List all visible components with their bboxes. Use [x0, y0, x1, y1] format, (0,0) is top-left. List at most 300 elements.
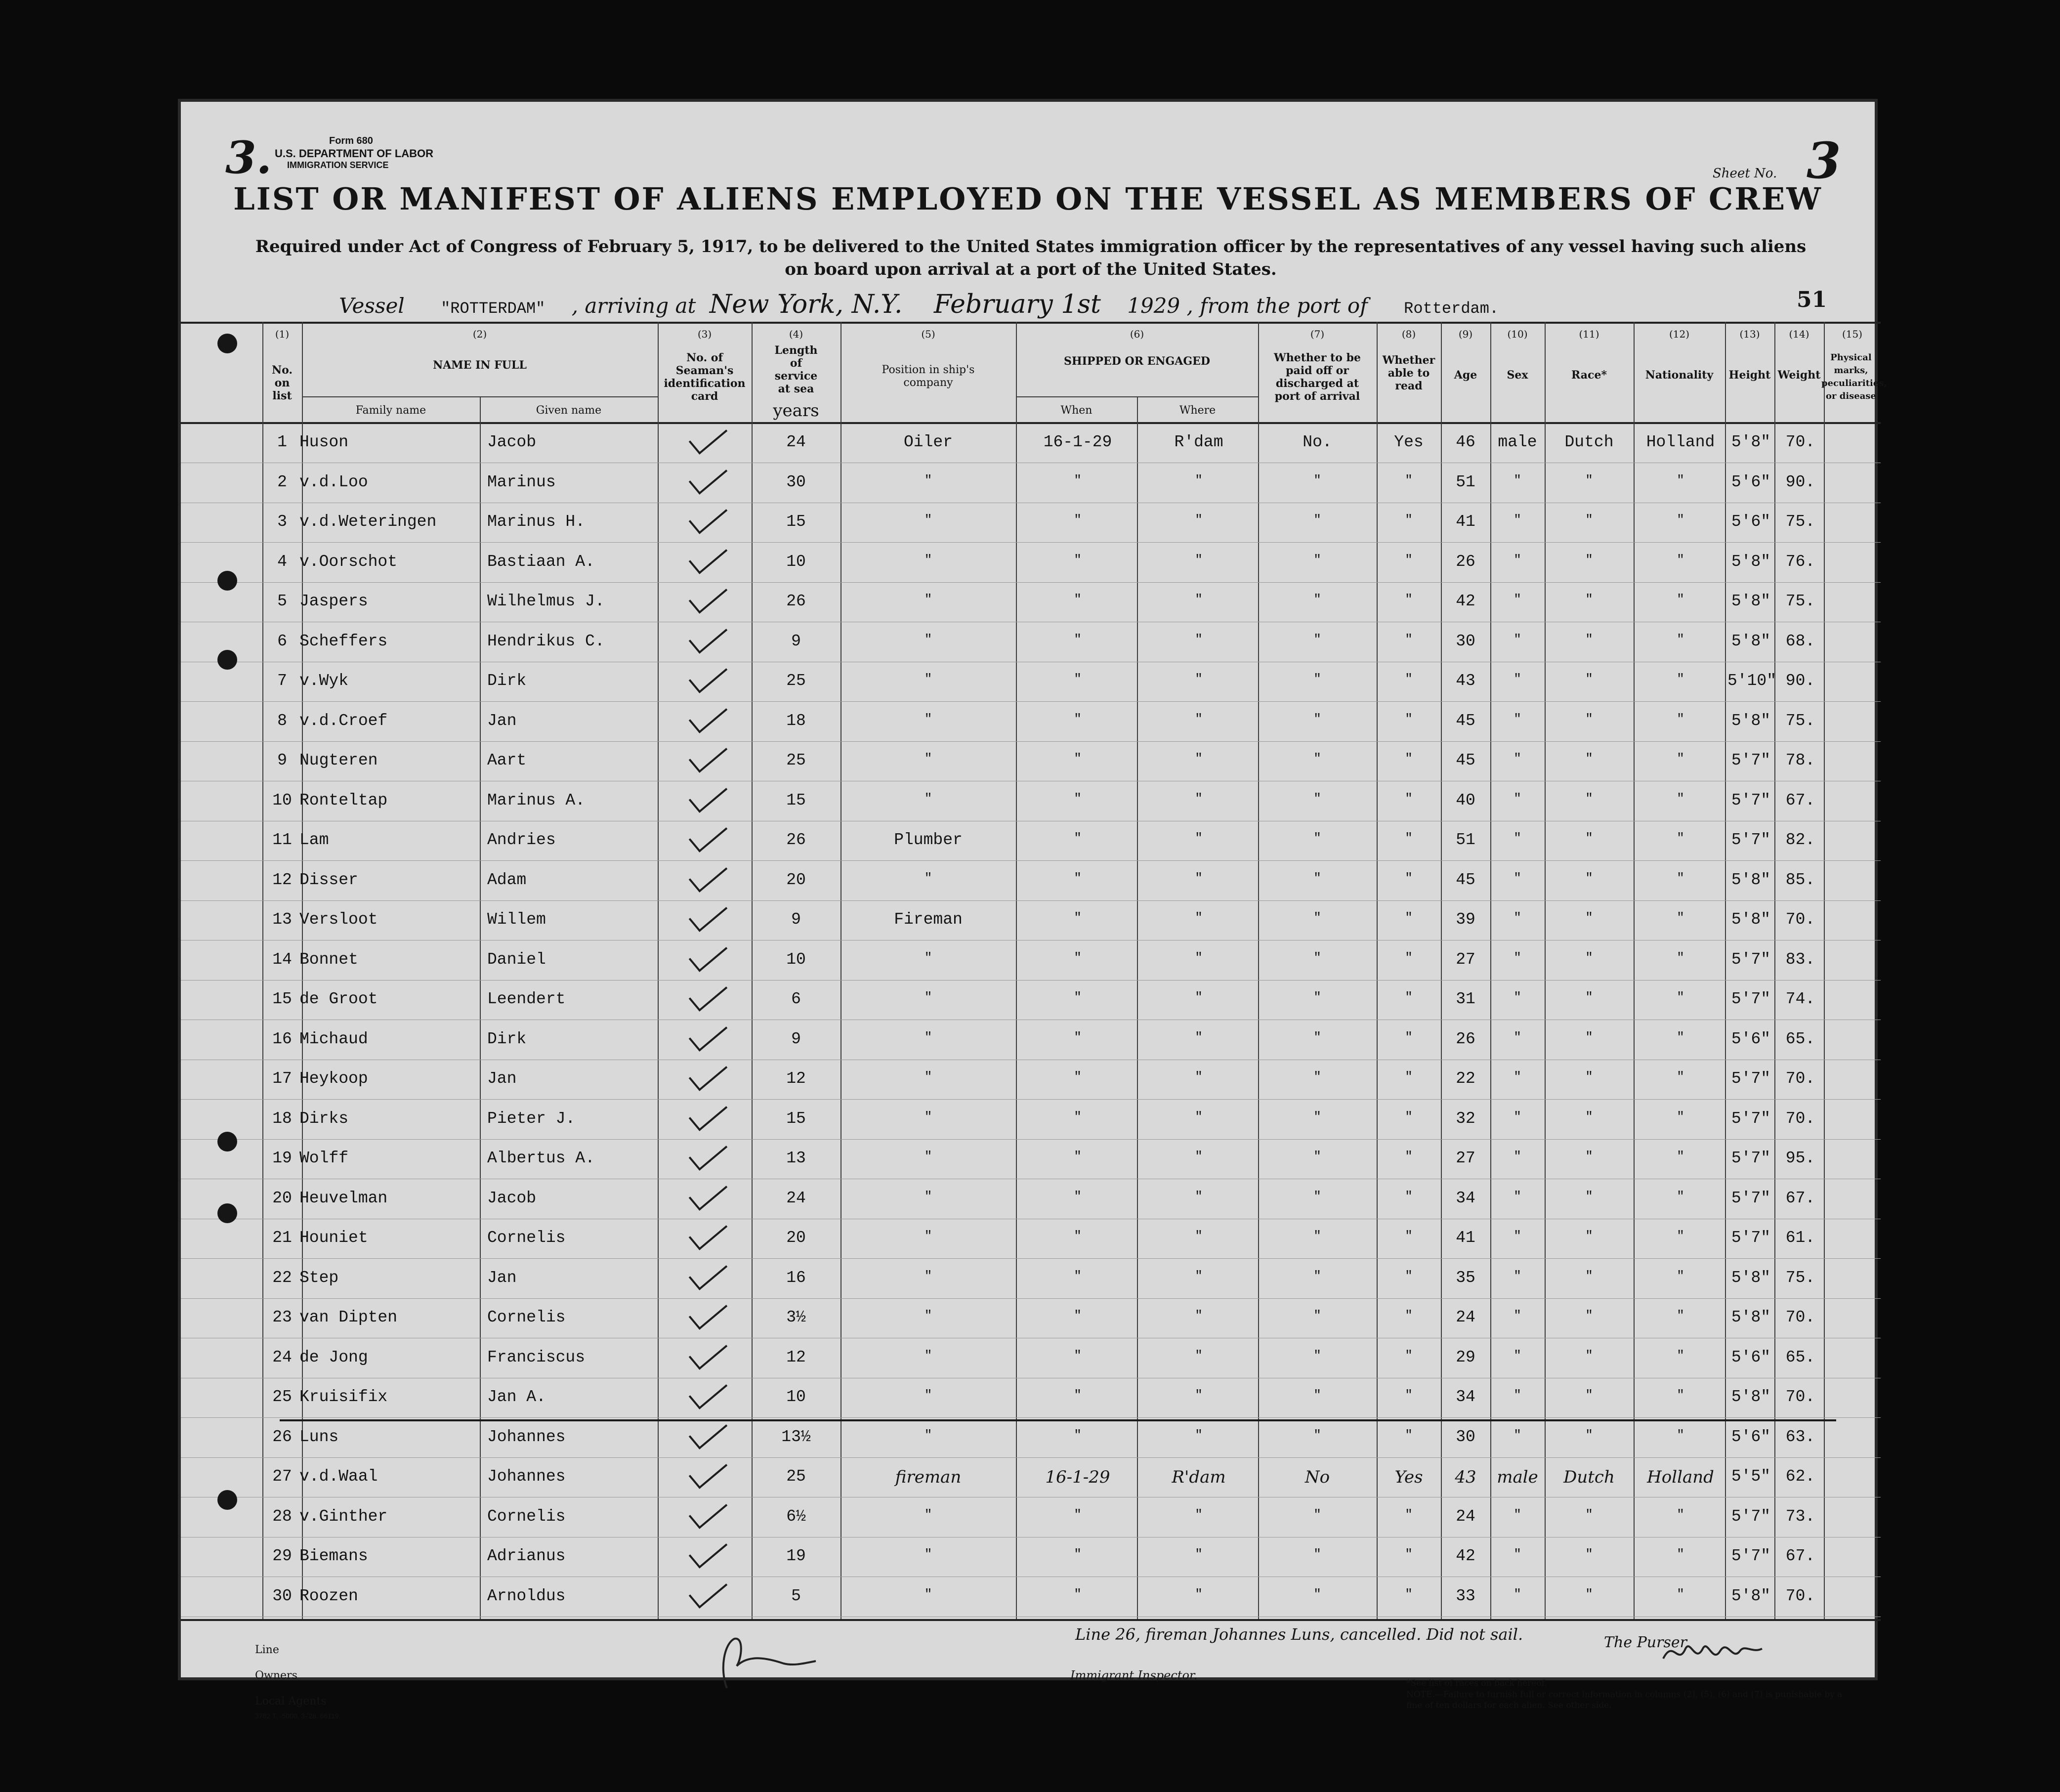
cell-age: 39 [1456, 910, 1475, 929]
cell-nationality: " [1677, 1149, 1684, 1164]
cell-row-number: 1 [277, 433, 287, 451]
cell-given-name: Bastiaan A. [487, 552, 595, 571]
checkmark-icon [689, 1493, 728, 1529]
cell-family-name: Step [299, 1268, 339, 1287]
cell-given-name: Adam [487, 870, 527, 889]
cell-nationality: " [1677, 1109, 1684, 1124]
cell-family-name: Versloot [299, 910, 378, 929]
form-number: Form 680 [329, 135, 373, 146]
row-rule [181, 1457, 1881, 1458]
cell-race: " [1585, 1507, 1593, 1522]
cell-service-length: 24 [786, 433, 806, 451]
table-row [181, 1260, 1881, 1298]
table-row [181, 1379, 1881, 1417]
cell-service-length: 12 [786, 1348, 806, 1366]
col-header-no: No. on list [271, 364, 293, 402]
cell-paid-off: " [1313, 552, 1321, 567]
cell-nationality: " [1677, 1308, 1684, 1323]
cell-height: 5'8" [1731, 1586, 1771, 1605]
cell-row-number: 8 [277, 711, 287, 730]
row-rule [181, 701, 1881, 702]
checkmark-icon [689, 1572, 728, 1609]
cell-given-name: Pieter J. [487, 1109, 576, 1128]
footer-line-label: Line [255, 1644, 279, 1656]
row-rule [181, 860, 1881, 861]
cell-sex: " [1513, 1189, 1521, 1204]
cell-service-length: 5 [791, 1586, 801, 1605]
cell-row-number: 18 [272, 1109, 292, 1128]
cell-shipped-when: " [1074, 1427, 1082, 1443]
cell-height: 5'6" [1731, 1427, 1771, 1446]
cell-age: 41 [1456, 1229, 1475, 1247]
cell-sex: " [1513, 990, 1521, 1005]
cell-age: 33 [1456, 1586, 1475, 1605]
manifest-subtitle: Required under Act of Congress of February 5, 1917, to be delivered to the United States immigration officer by the representatives of any vessel having such aliens on board upon arrival at a port of the United States. [255, 237, 1807, 279]
cell-nationality: " [1677, 870, 1684, 886]
cell-family-name: v.Oorschot [299, 552, 398, 571]
cell-given-name: Hendrikus C. [487, 632, 605, 650]
cell-position: " [924, 1189, 932, 1204]
cell-weight: 62. [1785, 1467, 1815, 1486]
cell-weight: 68. [1785, 632, 1815, 650]
cell-able-to-read: " [1405, 711, 1413, 726]
col-header-where: Where [1179, 404, 1216, 417]
table-row [181, 1498, 1881, 1536]
cell-shipped-when: " [1074, 1069, 1082, 1084]
table-row [181, 1061, 1881, 1099]
cell-shipped-where: " [1195, 1507, 1203, 1522]
cell-nationality: " [1677, 1268, 1684, 1283]
cell-weight: 78. [1785, 751, 1815, 769]
cell-given-name: Leendert [487, 990, 566, 1008]
cell-able-to-read: " [1405, 990, 1413, 1005]
cell-age: 26 [1456, 552, 1475, 571]
cell-age: 41 [1456, 512, 1475, 531]
cell-family-name: Wolff [299, 1149, 349, 1167]
cell-race: " [1585, 1547, 1593, 1562]
col-header-family-name: Family name [355, 404, 426, 417]
col-header-race: Race* [1571, 369, 1607, 382]
cell-service-length: 25 [786, 672, 806, 690]
cell-able-to-read: " [1405, 472, 1413, 488]
cell-height: 5'6" [1731, 1348, 1771, 1366]
cell-position: " [924, 1586, 932, 1602]
cell-weight: 90. [1785, 672, 1815, 690]
cell-age: 46 [1456, 433, 1475, 451]
cell-able-to-read: " [1405, 1149, 1413, 1164]
purser-label: The Purser. [1604, 1634, 1690, 1651]
cell-service-length: 13½ [781, 1427, 811, 1446]
table-row [181, 544, 1881, 582]
cell-race: " [1585, 552, 1593, 567]
cell-shipped-when: " [1074, 870, 1082, 886]
cell-age: 35 [1456, 1268, 1475, 1287]
cell-shipped-where: " [1195, 950, 1203, 965]
checkmark-icon [689, 458, 728, 495]
cell-given-name: Arnoldus [487, 1586, 566, 1605]
cell-age: 34 [1456, 1388, 1475, 1406]
cell-age: 26 [1456, 1029, 1475, 1048]
cell-row-number: 20 [272, 1189, 292, 1207]
checkmark-icon [689, 856, 728, 893]
cell-height: 5'8" [1731, 632, 1771, 650]
checkmark-icon [689, 896, 728, 932]
cell-position: " [924, 1427, 932, 1443]
cell-able-to-read: " [1405, 1109, 1413, 1124]
cell-shipped-when: " [1074, 950, 1082, 965]
table-row [181, 623, 1881, 661]
cell-race: " [1585, 1189, 1593, 1204]
cell-family-name: Roozen [299, 1586, 358, 1605]
col-header-id-card: No. of Seaman's identification card [664, 351, 746, 403]
cell-height: 5'8" [1731, 1308, 1771, 1326]
cell-paid-off: " [1313, 1109, 1321, 1124]
col-num-13: (13) [1739, 328, 1760, 340]
cell-age: 51 [1456, 831, 1475, 849]
cell-position: " [924, 632, 932, 647]
cell-race: " [1585, 990, 1593, 1005]
cell-height: 5'8" [1731, 552, 1771, 571]
cell-position: " [924, 1149, 932, 1164]
cell-paid-off: No [1304, 1467, 1330, 1487]
cell-height: 5'6" [1731, 1029, 1771, 1048]
cell-race: " [1585, 870, 1593, 886]
cell-nationality: " [1677, 552, 1684, 567]
cell-paid-off: " [1313, 1189, 1321, 1204]
cell-service-length: 15 [786, 512, 806, 531]
col-header-weight: Weight [1777, 369, 1821, 382]
cell-sex: " [1513, 711, 1521, 726]
service-name: IMMIGRATION SERVICE [287, 160, 389, 170]
col-num-5: (5) [921, 328, 935, 340]
cell-position: " [924, 512, 932, 527]
cell-race: " [1585, 831, 1593, 846]
cell-row-number: 2 [277, 472, 287, 491]
cell-family-name: Scheffers [299, 632, 388, 650]
col-num-14: (14) [1789, 328, 1809, 340]
cell-nationality: " [1677, 1348, 1684, 1363]
cell-shipped-where: " [1195, 870, 1203, 886]
cell-family-name: Nugteren [299, 751, 378, 769]
cell-paid-off: " [1313, 1507, 1321, 1522]
cell-age: 29 [1456, 1348, 1475, 1366]
cell-shipped-when: " [1074, 1149, 1082, 1164]
cell-height: 5'7" [1731, 831, 1771, 849]
cell-given-name: Franciscus [487, 1348, 586, 1366]
cell-able-to-read: " [1405, 870, 1413, 886]
cell-service-length: 20 [786, 870, 806, 889]
cell-paid-off: " [1313, 1268, 1321, 1283]
cell-given-name: Aart [487, 751, 527, 769]
cell-nationality: " [1677, 1586, 1684, 1602]
col-num-4: (4) [789, 328, 803, 340]
cell-shipped-where: " [1195, 512, 1203, 527]
cell-row-number: 10 [272, 791, 292, 810]
department-name: U.S. DEPARTMENT OF LABOR [275, 147, 434, 160]
cell-height: 5'8" [1731, 870, 1771, 889]
cell-service-length: 20 [786, 1229, 806, 1247]
table-top-border [181, 322, 1881, 324]
arriving-port: New York, N.Y. [709, 290, 903, 319]
cell-age: 32 [1456, 1109, 1475, 1128]
cell-shipped-when: 16-1-29 [1043, 433, 1112, 451]
cell-shipped-when: " [1074, 512, 1082, 527]
cell-shipped-where: " [1195, 472, 1203, 488]
cell-given-name: Jan [487, 1069, 517, 1088]
footer-print-code: 3782 T. -5000. 3-'28. 66119. [255, 1712, 341, 1720]
cell-shipped-where: " [1195, 1388, 1203, 1403]
cell-race: " [1585, 1348, 1593, 1363]
cell-race: " [1585, 1069, 1593, 1084]
cell-age: 45 [1456, 711, 1475, 730]
cell-able-to-read: " [1405, 1189, 1413, 1204]
cell-row-number: 4 [277, 552, 287, 571]
cell-able-to-read: " [1405, 1069, 1413, 1084]
table-row [181, 464, 1881, 502]
cell-weight: 75. [1785, 592, 1815, 610]
cell-nationality: " [1677, 950, 1684, 965]
cell-able-to-read: " [1405, 1348, 1413, 1363]
cell-paid-off: " [1313, 1348, 1321, 1363]
footer-owners-label: Owners [255, 1669, 297, 1682]
cell-paid-off: " [1313, 632, 1321, 647]
cell-age: 31 [1456, 990, 1475, 1008]
cell-paid-off: " [1313, 1029, 1321, 1045]
cell-paid-off: " [1313, 1069, 1321, 1084]
cell-service-length: 26 [786, 592, 806, 610]
cell-height: 5'6" [1731, 472, 1771, 491]
col-header-height: Height [1728, 369, 1771, 382]
cell-race: Dutch [1563, 1467, 1615, 1487]
cell-weight: 95. [1785, 1149, 1815, 1167]
row-rule [181, 900, 1881, 901]
cell-family-name: Disser [299, 870, 358, 889]
cell-service-length: 18 [786, 711, 806, 730]
cell-service-length: 10 [786, 1388, 806, 1406]
cell-nationality: " [1677, 910, 1684, 925]
cell-paid-off: " [1313, 910, 1321, 925]
cell-family-name: v.Wyk [299, 672, 349, 690]
cell-paid-off: " [1313, 672, 1321, 686]
cell-nationality: " [1677, 672, 1684, 686]
cell-paid-off: " [1313, 1149, 1321, 1164]
cell-weight: 63. [1785, 1427, 1815, 1446]
checkmark-icon [689, 1373, 728, 1409]
cell-row-number: 11 [272, 831, 292, 849]
cell-position: " [924, 472, 932, 488]
cell-paid-off: " [1313, 751, 1321, 766]
table-row [181, 583, 1881, 621]
cell-nationality: " [1677, 1189, 1684, 1204]
cell-weight: 70. [1785, 433, 1815, 451]
cell-race: " [1585, 1109, 1593, 1124]
cell-shipped-where: R'dam [1174, 433, 1223, 451]
binder-hole [217, 334, 237, 353]
cell-shipped-where: R'dam [1172, 1467, 1226, 1487]
row-rule [181, 741, 1881, 742]
cell-height: 5'8" [1731, 910, 1771, 929]
checkmark-icon [689, 1452, 728, 1489]
cell-family-name: v.d.Croef [299, 711, 388, 730]
cell-given-name: Dirk [487, 1029, 527, 1048]
cell-weight: 75. [1785, 1268, 1815, 1287]
cell-paid-off: " [1313, 1229, 1321, 1243]
cell-given-name: Marinus [487, 472, 556, 491]
cell-service-length: 10 [786, 552, 806, 571]
cell-height: 5'10" [1727, 672, 1777, 690]
cell-race: " [1585, 472, 1593, 488]
table-row [181, 1101, 1881, 1139]
cell-weight: 73. [1785, 1507, 1815, 1526]
cell-nationality: Holland [1646, 433, 1715, 451]
cell-position: " [924, 990, 932, 1005]
cell-able-to-read: " [1405, 950, 1413, 965]
table-row [181, 822, 1881, 860]
cell-able-to-read: Yes [1394, 433, 1424, 451]
cell-position: " [924, 1348, 932, 1363]
cell-paid-off: " [1313, 791, 1321, 806]
cell-position: " [924, 1029, 932, 1045]
cell-shipped-when: " [1074, 592, 1082, 607]
cell-shipped-where: " [1195, 910, 1203, 925]
cell-service-length: 15 [786, 791, 806, 810]
cell-service-length: 3½ [786, 1308, 806, 1326]
checkmark-icon [689, 776, 728, 813]
cell-weight: 70. [1785, 1308, 1815, 1326]
cell-sex: " [1513, 1268, 1521, 1283]
sheet-number-mark: 3. [225, 131, 272, 184]
cell-height: 5'7" [1731, 990, 1771, 1008]
cell-service-length: 15 [786, 1109, 806, 1128]
cell-sex: " [1513, 1229, 1521, 1243]
binder-hole [217, 571, 237, 591]
cell-family-name: Houniet [299, 1229, 368, 1247]
cell-sex: male [1497, 1467, 1538, 1487]
vessel-name: "ROTTERDAM" [441, 299, 546, 318]
cell-paid-off: " [1313, 512, 1321, 527]
cell-position: " [924, 751, 932, 766]
checkmark-icon [689, 1293, 728, 1330]
cell-family-name: de Groot [299, 990, 378, 1008]
cell-weight: 61. [1785, 1229, 1815, 1247]
cell-family-name: Heuvelman [299, 1189, 388, 1207]
checkmark-icon [689, 1015, 728, 1052]
cell-age: 30 [1456, 1427, 1475, 1446]
cell-family-name: Luns [299, 1427, 339, 1446]
cell-able-to-read: " [1405, 1268, 1413, 1283]
row-rule [181, 1139, 1881, 1140]
cell-sex: " [1513, 592, 1521, 607]
cell-sex: " [1513, 1149, 1521, 1164]
checkmark-icon [689, 1174, 728, 1211]
cell-nationality: " [1677, 1427, 1684, 1443]
cell-given-name: Daniel [487, 950, 546, 969]
cell-age: 42 [1456, 1547, 1475, 1565]
cell-given-name: Jan A. [487, 1388, 546, 1406]
cell-race: " [1585, 1388, 1593, 1403]
cell-age: 22 [1456, 1069, 1475, 1088]
checkmark-icon [689, 418, 728, 455]
cell-shipped-when: " [1074, 791, 1082, 806]
cell-able-to-read: " [1405, 512, 1413, 527]
table-row [181, 663, 1881, 701]
cell-service-length: 25 [786, 1467, 806, 1486]
manifest-sheet [178, 99, 1887, 1720]
cell-nationality: " [1677, 791, 1684, 806]
cell-nationality: " [1677, 1547, 1684, 1562]
cell-height: 5'7" [1731, 791, 1771, 810]
cell-sex: " [1513, 1069, 1521, 1084]
cell-family-name: Michaud [299, 1029, 368, 1048]
cell-shipped-when: " [1074, 1308, 1082, 1323]
cell-able-to-read: " [1405, 592, 1413, 607]
cell-height: 5'8" [1731, 1388, 1771, 1406]
col-header-when: When [1060, 404, 1093, 417]
cell-nationality: " [1677, 472, 1684, 488]
cell-sex: " [1513, 870, 1521, 886]
row-rule [181, 980, 1881, 981]
col-num-15: (15) [1842, 328, 1863, 340]
cell-race: " [1585, 1308, 1593, 1323]
cell-height: 5'8" [1731, 711, 1771, 730]
cell-service-length: 6½ [786, 1507, 806, 1526]
cell-family-name: v.d.Weteringen [299, 512, 437, 531]
cell-service-length: 25 [786, 751, 806, 769]
cell-paid-off: " [1313, 950, 1321, 965]
col-num-11: (11) [1579, 328, 1599, 340]
cell-row-number: 19 [272, 1149, 292, 1167]
table-row [181, 1220, 1881, 1258]
cell-age: 24 [1456, 1308, 1475, 1326]
table-row [181, 1140, 1881, 1178]
cell-shipped-where: " [1195, 592, 1203, 607]
cell-weight: 70. [1785, 1109, 1815, 1128]
cell-height: 5'8" [1731, 592, 1771, 610]
cell-age: 27 [1456, 1149, 1475, 1167]
cell-given-name: Marinus H. [487, 512, 586, 531]
cell-service-length: 26 [786, 831, 806, 849]
cell-sex: " [1513, 512, 1521, 527]
cell-nationality: " [1677, 711, 1684, 726]
checkmark-icon [689, 577, 728, 614]
cell-shipped-where: " [1195, 1268, 1203, 1283]
table-row [181, 1458, 1881, 1496]
cell-sex: " [1513, 1029, 1521, 1045]
cell-service-length: 10 [786, 950, 806, 969]
cell-age: 40 [1456, 791, 1475, 810]
cell-able-to-read: " [1405, 1029, 1413, 1045]
cell-family-name: van Dipten [299, 1308, 398, 1326]
table-row [181, 1339, 1881, 1377]
cell-weight: 82. [1785, 831, 1815, 849]
cell-row-number: 7 [277, 672, 287, 690]
cell-shipped-when: " [1074, 1268, 1082, 1283]
table-row [181, 1299, 1881, 1337]
cell-service-length: 6 [791, 990, 801, 1008]
cell-given-name: Cornelis [487, 1229, 566, 1247]
cell-shipped-when: " [1074, 632, 1082, 647]
cell-race: " [1585, 672, 1593, 686]
cell-able-to-read: " [1405, 1229, 1413, 1243]
cell-shipped-when: " [1074, 990, 1082, 1005]
binder-hole [217, 1490, 237, 1510]
binder-hole [217, 650, 237, 670]
col-num-9: (9) [1458, 328, 1473, 340]
cell-family-name: v.d.Loo [299, 472, 368, 491]
cell-family-name: v.d.Waal [299, 1467, 378, 1486]
table-row [181, 1021, 1881, 1059]
cell-able-to-read: " [1405, 1388, 1413, 1403]
